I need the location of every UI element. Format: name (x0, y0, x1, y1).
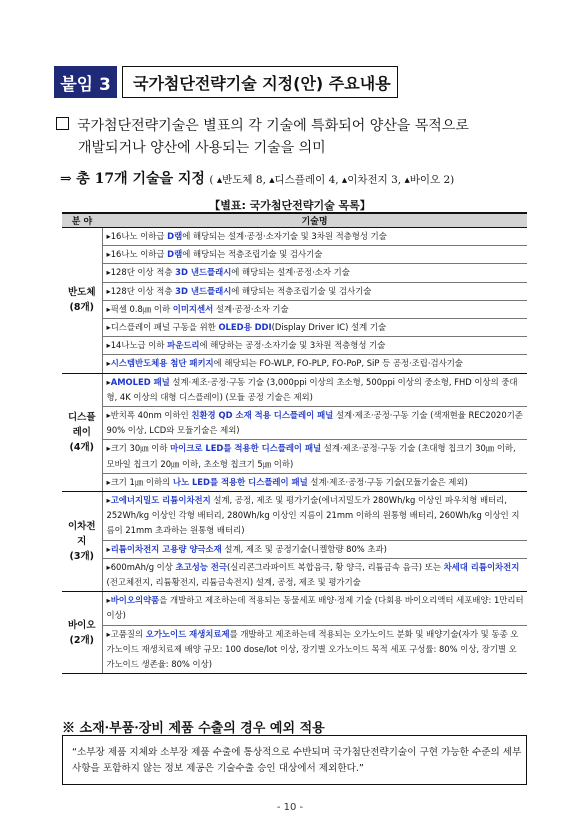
intro-line-1: 국가첨단전략기술은 별표의 각 기술에 특화되어 양산을 목적으로 (77, 118, 469, 134)
tech-highlight: 초고성능 전극 (175, 561, 227, 572)
tech-highlight: 3D 낸드플래시 (175, 267, 232, 278)
table-row (62, 373, 527, 406)
note-box: “소부장 제품 지체와 소부장 제품 수출에 통상적으로 수반되며 국가첨단전략기술이 구현 가능한 수준의 세부사항을 포함하지 않는 정보 제공은 기술수출 승인 대상에서 제외한다.” (62, 735, 527, 785)
page-number: - 10 - (276, 802, 304, 813)
table-row (62, 264, 527, 282)
tech-text: ▸반치폭 40nm 이하인 (106, 410, 192, 421)
tech-text: 에 해당되는 적층조립기술 및 검사기술 (182, 249, 323, 260)
table-row (62, 540, 527, 558)
tech-item (102, 264, 527, 282)
tech-text: ▸600mAh/g 이상 (106, 561, 176, 572)
category-count: (8개) (69, 302, 94, 314)
category-cell (62, 592, 102, 674)
tech-highlight: 이미지센서 (172, 303, 214, 314)
tech-highlight: D램 (167, 231, 183, 241)
table-row (62, 407, 527, 440)
tech-item (102, 355, 527, 373)
tech-table (62, 212, 527, 674)
tech-text: 를 개발하고 제조하는데 적용되는 오가노이드 분화 및 배양기술(자가 및 동종 오가노이드 재생치료제 배양 규모: 100 dose/lot 이상, 장기별 오가노이드 목적 세포 구성률: 80% 이상, 장기별 오가노이드 생존율: 80% 이상) (106, 628, 519, 670)
category-cell (62, 228, 102, 374)
tech-text: ▸128단 이상 적층 (106, 267, 176, 278)
tech-text: 설계·제조·공정·구동 기술 (3,000ppi 이상의 초소형, 500ppi 이상의 중소형, FHD 이상의 중대형, 4K 이상의 대형 디스플레이) (모듈 공정 기술은 제외) (106, 376, 518, 402)
tech-text: (Display Driver IC) 설계 기술 (271, 322, 387, 333)
category-name: 이차전지 (67, 521, 96, 548)
table-caption: 【별표: 국가첨단전략기술 목록】 (209, 199, 371, 212)
tech-item (102, 373, 527, 406)
table-row (62, 473, 527, 491)
table-header-row (62, 213, 527, 228)
tech-text: ▸크기 30㎛ 이하 (106, 443, 171, 454)
tech-text: 에 해당되는 설계·공정·소자 기술 (231, 267, 350, 278)
table-row (62, 558, 527, 591)
tech-text: 에 해당되는 FO-WLP, FO-PLP, FO-PoP, SiP 등 공정·조립·검사기술 (213, 358, 463, 369)
tech-text: (실리콘그라파이트 복합음극, 황 양극, 리튬금속 음극) 또는 (227, 561, 444, 572)
category-cell (62, 373, 102, 491)
tech-item (102, 246, 527, 264)
tech-text: ▸16나노 이하급 (106, 249, 168, 260)
tech-text: ▸ (106, 376, 111, 387)
tech-highlight: 리튬이차전지 고용량 양극소재 (110, 543, 222, 554)
tech-text: ▸128단 이상 적층 (106, 285, 176, 296)
tech-text: 설계, 공정, 제조 및 평가기술(에너지밀도가 280Wh/kg 이상인 파우치형 배터리, 252Wh/kg 이상인 각형 배터리, 280Wh/kg 이상인 지름이 21mm 이하의 원통형 배터리, 260Wh/kg 이상인 지름이 21mm 초과하는 원통형 배터리) (106, 495, 520, 536)
tech-text: ▸고품질의 (106, 628, 146, 639)
page-title: 국가첨단전략기술 지정(안) 주요내용 (122, 66, 398, 98)
tech-item (102, 558, 527, 591)
tech-item (102, 440, 527, 473)
table-row (62, 319, 527, 337)
tech-text: 에 해당되는 설계·공정·소자기술 및 3차원 적층형성 기술 (182, 231, 387, 241)
square-bullet-icon (56, 117, 69, 130)
tech-item (102, 337, 527, 355)
tech-highlight: AMOLED 패널 (110, 376, 170, 387)
tech-item (102, 592, 527, 625)
tech-text: 설계·공정·소자 기술 (213, 303, 289, 314)
category-count: (2개) (69, 634, 94, 646)
tech-highlight: D램 (167, 249, 183, 260)
tech-highlight: OLED용 DDI (218, 322, 272, 333)
tech-highlight: 3D 낸드플래시 (175, 285, 232, 296)
tech-text: 을 개발하고 제조하는데 적용되는 동물세포 배양·정제 기술 (다회용 바이오리액터 세포배양: 1만리터 이상) (106, 595, 524, 621)
tech-highlight: 고에너지밀도 리튬이차전지 (110, 495, 211, 506)
appendix-badge: 붙임 3 (54, 66, 117, 98)
tech-text: ▸16나노 이하급 (106, 231, 168, 241)
table-row (62, 282, 527, 300)
tech-item (102, 319, 527, 337)
tech-text: (전고체전지, 리튬황전지, 리튬금속전지) 설계, 공정, 제조 및 평가기술 (106, 577, 361, 588)
table-row (62, 355, 527, 373)
tech-item (102, 625, 527, 674)
tech-text: ▸ (106, 543, 111, 554)
note-title: ※ 소재·부품·장비 제품 수출의 경우 예외 적용 (62, 721, 325, 736)
category-count: (3개) (69, 551, 94, 563)
tech-highlight: 오가노이드 재생치료제 (145, 628, 230, 639)
col-header-field: 분 야 (62, 213, 102, 228)
category-name: 반도체 (67, 287, 96, 299)
table-row (62, 592, 527, 625)
tech-item (102, 228, 527, 246)
tech-item (102, 407, 527, 440)
tech-highlight: 차세대 리튬이차전지 (443, 561, 520, 572)
tech-text: 설계·제조·공정·구동 기술 (색재현율 REC2020기준 90% 이상, LCD와 모듈기술은 제외) (106, 410, 523, 436)
category-cell (62, 492, 102, 592)
category-name: 디스플레이 (67, 411, 96, 438)
col-header-tech: 기술명 (102, 213, 527, 228)
table-row (62, 228, 527, 246)
tech-highlight: 마이크로 LED를 적용한 디스플레이 패널 (170, 443, 322, 454)
table-row (62, 246, 527, 264)
table-row (62, 492, 527, 541)
summary-detail: ( ▴반도체 8, ▴디스플레이 4, ▴이차전지 3, ▴바이오 2) (209, 174, 455, 186)
tech-text: ▸ (106, 358, 111, 369)
tech-text: ▸ (106, 495, 111, 506)
tech-text: ▸ (106, 595, 111, 606)
appendix-title (54, 66, 398, 98)
tech-item (102, 300, 527, 318)
tech-item (102, 282, 527, 300)
tech-highlight: 바이오의약품 (110, 595, 160, 606)
table-row (62, 440, 527, 473)
tech-text: 설계·제조·공정·구동 기술 (초대형 칩크기 30㎛ 이하, 모바일 칩크기 20㎛ 이하, 초소형 칩크기 5㎛ 이하) (106, 443, 516, 469)
tech-item (102, 492, 527, 541)
tech-text: ▸디스플레이 패널 구동을 위한 (106, 322, 219, 333)
category-count: (4개) (69, 441, 94, 453)
intro-paragraph (56, 115, 536, 159)
intro-line-2: 개발되거나 양산에 사용되는 기술을 의미 (78, 140, 326, 156)
arrow-icon: ⇒ (60, 171, 72, 187)
table-row (62, 625, 527, 674)
tech-text: ▸14나노급 이하 (106, 340, 168, 351)
tech-highlight: 파운드리 (167, 340, 200, 351)
tech-text: 설계·제조·공정·구동 기술(모듈기술은 제외) (307, 476, 468, 487)
tech-highlight: 친환경 QD 소재 적용 디스플레이 패널 (191, 410, 334, 421)
tech-text: ▸크기 1㎛ 이하의 (106, 476, 173, 487)
summary-main: 총 17개 기술을 지정 (76, 171, 205, 187)
tech-text: ▸픽셀 0.8㎛ 이하 (106, 303, 173, 314)
tech-text: 설계, 제조 및 공정기술(니켈함량 80% 초과) (221, 543, 387, 554)
tech-item (102, 473, 527, 491)
category-name: 바이오 (67, 619, 96, 631)
tech-item (102, 540, 527, 558)
table-row (62, 337, 527, 355)
tech-text: 에 해당하는 공정·소자기술 및 3차원 적층형성 기술 (199, 340, 386, 351)
summary-line (60, 168, 454, 188)
table-row (62, 300, 527, 318)
tech-highlight: 시스템반도체용 첨단 패키지 (110, 358, 214, 369)
tech-text: 에 해당되는 적층조립기술 및 검사기술 (231, 285, 372, 296)
tech-highlight: 나노 LED를 적용한 디스플레이 패널 (172, 476, 308, 487)
